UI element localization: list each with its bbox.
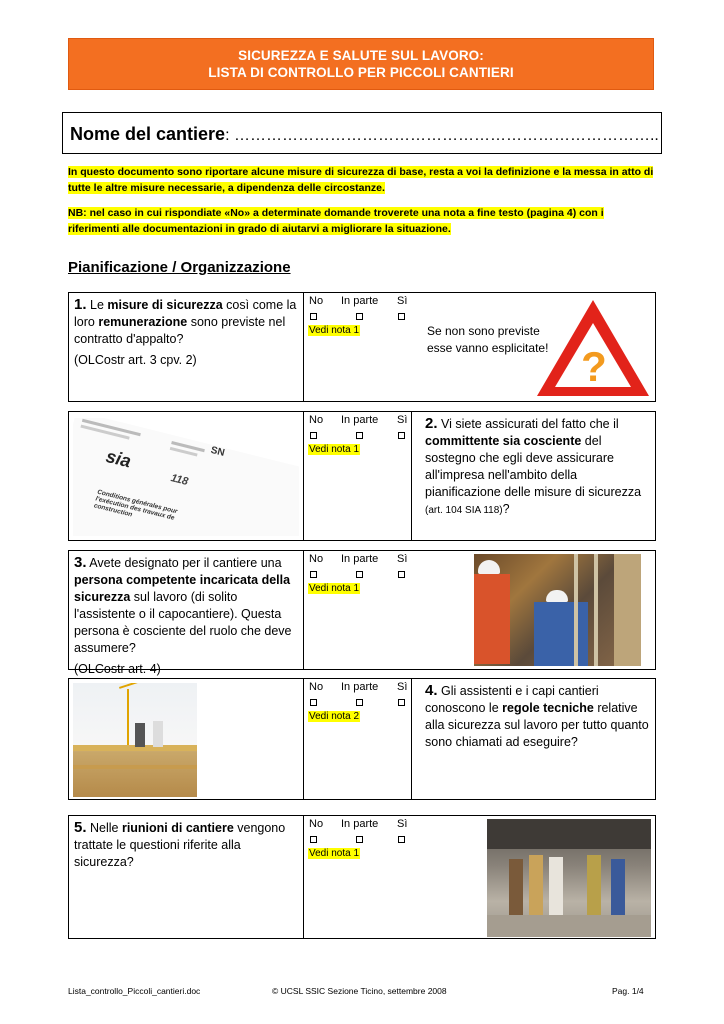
title-line-1: SICUREZZA E SALUTE SUL LAVORO: — [238, 48, 484, 63]
site-meeting-photo — [487, 819, 651, 937]
site-name-label: Nome del cantiere — [70, 124, 226, 144]
sia-logo: sia — [103, 445, 134, 472]
option-partial-label: In parte — [341, 553, 379, 565]
checkbox-partial[interactable] — [356, 313, 363, 320]
footer-filename: Lista_controllo_Piccoli_cantieri.doc — [68, 986, 201, 996]
section-title: Pianificazione / Organizzazione — [68, 259, 291, 276]
sn-logo: SN — [209, 444, 226, 459]
checkbox-partial[interactable] — [356, 836, 363, 843]
nb-note: NB: nel caso in cui rispondiate «No» a determinate domande troverete una nota a fine testo (pagina 4) con i riferimenti alle documentazioni in grado di aiutarvi a migliorare la situazione. — [68, 207, 604, 235]
option-partial-label: In parte — [341, 295, 379, 307]
workers-photo — [474, 554, 641, 666]
checkbox-no[interactable] — [310, 699, 317, 706]
option-no-label: No — [309, 295, 324, 307]
question-1-text: 1. Le misure di sicurezza così come la loro remunerazione sono previste nel contratto d'appalto? (OLCostr art. 3 cpv. 2) — [74, 296, 299, 369]
question-5 — [68, 815, 656, 939]
question-3-reference: (OLCostr art. 4) — [74, 662, 161, 676]
footer-page-number: Pag. 1/4 — [612, 986, 644, 996]
option-yes-label: Sì — [397, 681, 408, 693]
option-yes-label: Sì — [397, 553, 408, 565]
checkbox-yes[interactable] — [398, 836, 405, 843]
intro-note: In questo documento sono riportare alcune misure di sicurezza di base, resta a voi la definizione e la messa in atto di tutte le altre misure necessarie, a dipendenza delle circostanze. — [68, 166, 654, 194]
checkbox-partial[interactable] — [356, 432, 363, 439]
warning-sign-icon — [534, 297, 652, 399]
question-1 — [68, 292, 656, 402]
checkbox-yes[interactable] — [398, 571, 405, 578]
checkbox-partial[interactable] — [356, 571, 363, 578]
option-no-label: No — [309, 553, 324, 565]
option-yes-label: Sì — [397, 818, 408, 830]
option-no-label: No — [309, 414, 324, 426]
note-reference: Vedi nota 2 — [309, 711, 360, 722]
question-4-text: 4. Gli assistenti e i capi cantieri conoscono le regole tecniche relative alla sicurezza sul lavoro per tutto quanto sono chiamati ad eseguire? — [425, 682, 649, 749]
question-3-text: 3. Avete designato per il cantiere una persona competente incaricata della sicurezza sul lavoro (di solito l'assistente o il capocantiere). Questa persona è cosciente del ruolo che deve assumere? (OLCostr art. 4) — [74, 554, 299, 678]
question-2-text: 2. Vi siete assicurati del fatto che il committente sia cosciente del sostegno che egli deve assicurare all'impresa nell'ambito della pianificazione delle misure di sicurezza (art. 104 SIA 118)? — [425, 415, 642, 516]
note-reference: Vedi nota 1 — [309, 583, 360, 594]
checkbox-no[interactable] — [310, 313, 317, 320]
checkbox-yes[interactable] — [398, 699, 405, 706]
question-5-text: 5. Nelle riunioni di cantiere vengono trattate le questioni riferite alla sicurezza? — [74, 819, 286, 869]
sia-118-document-image — [73, 418, 299, 536]
option-no-label: No — [309, 681, 324, 693]
option-yes-label: Sì — [397, 295, 408, 307]
question-2 — [68, 411, 656, 541]
sia-number: 118 — [169, 472, 190, 488]
site-name-dots: …………………………………………………………………….. — [229, 127, 659, 144]
note-reference: Vedi nota 1 — [309, 444, 360, 455]
question-3 — [68, 550, 656, 676]
option-no-label: No — [309, 818, 324, 830]
note-reference: Vedi nota 1 — [309, 325, 360, 336]
question-1-side-note: Se non sono previste esse vanno esplicitate! — [427, 324, 549, 355]
option-partial-label: In parte — [341, 681, 379, 693]
question-1-reference: (OLCostr art. 3 cpv. 2) — [74, 353, 197, 367]
checkbox-no[interactable] — [310, 432, 317, 439]
checkbox-partial[interactable] — [356, 699, 363, 706]
warning-sign-question-mark: ? — [581, 343, 607, 390]
question-4 — [68, 678, 656, 800]
title-banner — [68, 38, 654, 90]
option-yes-label: Sì — [397, 414, 408, 426]
checkbox-yes[interactable] — [398, 432, 405, 439]
checkbox-no[interactable] — [310, 836, 317, 843]
title-line-2: LISTA DI CONTROLLO PER PICCOLI CANTIERI — [208, 65, 514, 80]
checkbox-no[interactable] — [310, 571, 317, 578]
option-partial-label: In parte — [341, 414, 379, 426]
checkbox-yes[interactable] — [398, 313, 405, 320]
scaffolding-photo — [73, 683, 197, 797]
note-reference: Vedi nota 1 — [309, 848, 360, 859]
site-name-box[interactable]: Nome del cantiere: …………………………………………………………………….. — [62, 112, 662, 154]
footer-copyright: © UCSL SSIC Sezione Ticino, settembre 2008 — [272, 986, 447, 996]
sia-title: Conditions générales pour l'exécution des travaux de construction — [93, 488, 179, 522]
option-partial-label: In parte — [341, 818, 379, 830]
